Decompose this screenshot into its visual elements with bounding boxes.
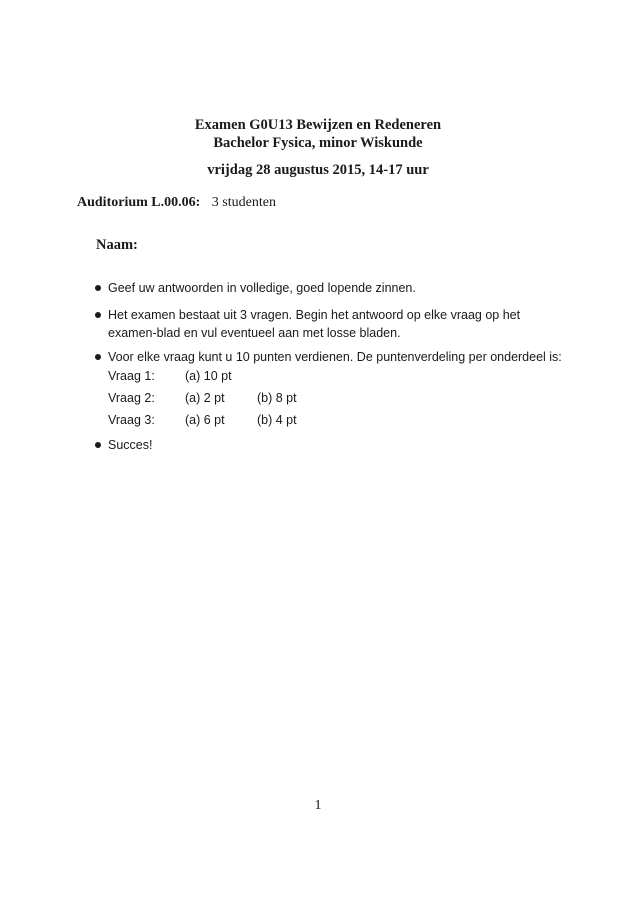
program-subtitle: Bachelor Fysica, minor Wiskunde	[213, 135, 423, 151]
page-number: 1	[314, 798, 322, 813]
instruction-item: Voor elke vraag kunt u 10 punten verdienen. De puntenverdeling per onderdeel is:	[108, 350, 562, 364]
exam-title: Examen G0U13 Bewijzen en Redeneren	[194, 117, 442, 133]
question-label: Vraag 3:	[108, 413, 155, 427]
auditorium-line	[77, 195, 276, 211]
part-b-points: (b) 8 pt	[257, 391, 297, 405]
name-label: Naam:	[96, 237, 138, 253]
bullet-icon	[95, 442, 101, 448]
instruction-item: Succes!	[108, 438, 153, 452]
bullet-icon	[95, 354, 101, 360]
instruction-item: Het examen bestaat uit 3 vragen. Begin het antwoord op elke vraag op het examen-blad en vul eventueel aan met losse bladen.	[108, 308, 521, 340]
part-a-points: (a) 2 pt	[185, 391, 225, 405]
auditorium-label: Auditorium L.00.06:	[77, 195, 201, 210]
part-a-points: (a) 6 pt	[185, 413, 225, 427]
question-label: Vraag 2:	[108, 391, 155, 405]
part-a-points: (a) 10 pt	[185, 369, 232, 383]
exam-date: vrijdag 28 augustus 2015, 14-17 uur	[207, 162, 429, 178]
auditorium-value: 3 studenten	[211, 195, 276, 210]
bullet-icon	[95, 312, 101, 318]
bullet-icon	[95, 285, 101, 291]
part-b-points: (b) 4 pt	[257, 413, 297, 427]
question-label: Vraag 1:	[108, 369, 155, 383]
instruction-item: Geef uw antwoorden in volledige, goed lopende zinnen.	[108, 281, 416, 295]
